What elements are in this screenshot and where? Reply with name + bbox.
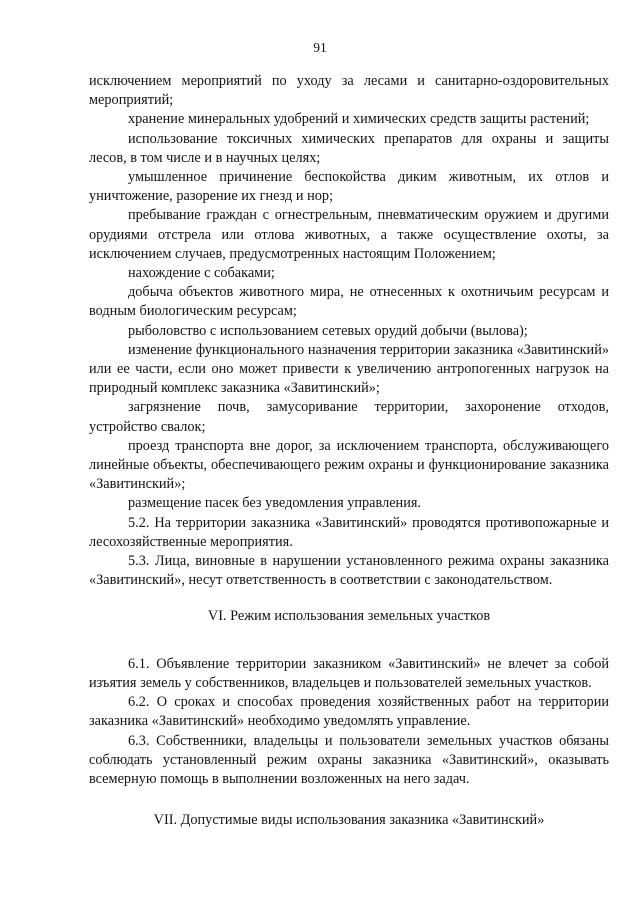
clause-5-2: 5.2. На территории заказника «Завитинский» проводятся противопожарные и лесохозяйственные мероприятия. bbox=[89, 514, 609, 550]
list-item: рыболовство с использованием сетевых орудий добычи (вылова); bbox=[128, 322, 528, 339]
list-item: добыча объектов животного мира, не отнесенных к охотничьим ресурсам и водным биологическим ресурсам; bbox=[89, 284, 609, 320]
clause-5-3: 5.3. Лица, виновные в нарушении установленного режима охраны заказника «Завитинский», несут ответственность в соответствии с законодательством. bbox=[89, 553, 609, 589]
list-item: загрязнение почв, замусоривание территории, захоронение отходов, устройство свалок; bbox=[89, 399, 609, 435]
document-body bbox=[89, 72, 609, 830]
list-item: размещение пасек без уведомления управления. bbox=[128, 495, 422, 512]
list-item: пребывание граждан с огнестрельным, пневматическим оружием и другими орудиями отстрела или отлова животных, а также осуществление охоты, за исключением случаев, предусмотренных настоящим Положением; bbox=[89, 207, 609, 262]
clause-6-1: 6.1. Объявление территории заказником «Завитинский» не влечет за собой изъятия земель у собственников, владельцев и пользователей земельных участков. bbox=[89, 655, 609, 691]
paragraph-continuation: исключением мероприятий по уходу за лесами и санитарно-оздоровительных мероприятий; bbox=[89, 73, 609, 109]
section-vi-body bbox=[89, 655, 609, 789]
list-item: использование токсичных химических препаратов для охраны и защиты лесов, в том числе и в научных целях; bbox=[89, 130, 609, 166]
list-item: хранение минеральных удобрений и химических средств защиты растений; bbox=[128, 111, 590, 128]
section-heading-vii: VII. Допустимые виды использования заказника «Завитинский» bbox=[153, 812, 545, 829]
list-item: умышленное причинение беспокойства диким животным, их отлов и уничтожение, разорение их гнезд и нор; bbox=[89, 169, 609, 205]
list-item: изменение функционального назначения территории заказника «Завитинский» или ее части, если оно может привести к увеличению антропогенных нагрузок на природный комплекс заказника «Завитинский»; bbox=[89, 341, 609, 397]
page-number: 91 bbox=[313, 40, 327, 55]
list-item: проезд транспорта вне дорог, за исключением транспорта, обслуживающего линейные объекты, обеспечивающего режим охраны и функционирование заказника «Завитинский»; bbox=[89, 437, 609, 493]
list-item: нахождение с собаками; bbox=[128, 265, 275, 282]
clause-6-2: 6.2. О сроках и способах проведения хозяйственных работ на территории заказника «Завитинский» необходимо уведомлять управление. bbox=[89, 694, 609, 730]
clause-6-3: 6.3. Собственники, владельцы и пользователи земельных участков обязаны соблюдать установленный режим охраны заказника «Завитинский», оказывать всемерную помощь в выполнении возложенных на него задач. bbox=[89, 732, 609, 787]
section-heading-vi: VI. Режим использования земельных участков bbox=[207, 608, 491, 625]
